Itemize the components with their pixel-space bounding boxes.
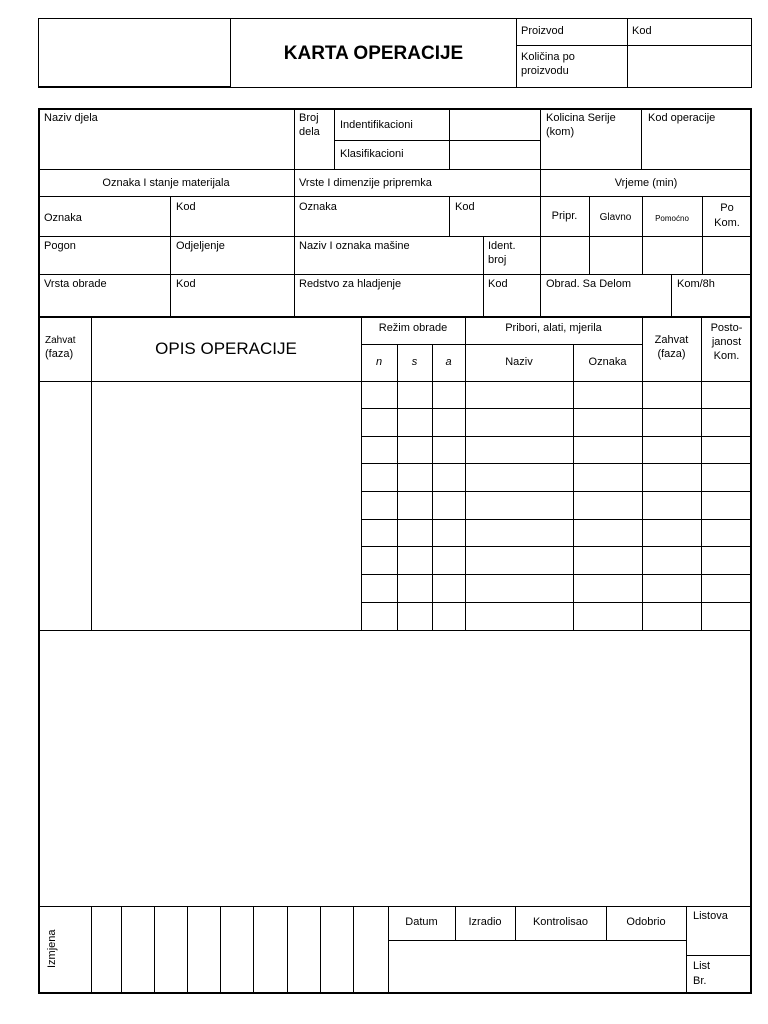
table-row <box>361 519 752 520</box>
col-divider <box>642 196 643 274</box>
col-divider <box>287 906 288 994</box>
part-name-label: Naziv djela <box>44 112 98 124</box>
row-divider <box>38 196 752 197</box>
sheet-number-label-line2: Br. <box>693 975 707 987</box>
coolant-label: Redstvo za hladjenje <box>299 278 402 290</box>
material-label: Oznaka I stanje materijala <box>102 177 230 189</box>
col-divider <box>432 344 433 630</box>
batch-quantity-unit: (kom) <box>546 126 575 138</box>
header-divider <box>627 18 628 88</box>
col-divider <box>449 196 450 236</box>
table-row <box>361 408 752 409</box>
col-divider <box>686 906 687 994</box>
cutting-regime-label: Režim obrade <box>378 322 448 334</box>
batch-quantity-label: Kolicina Serije <box>546 112 616 124</box>
pieces-per-shift-label: Kom/8h <box>677 278 715 290</box>
tool-mark-label: Oznaka <box>588 356 627 368</box>
logo-box-underline <box>38 86 230 88</box>
row-divider <box>334 140 540 141</box>
checked-by-label: Kontrolisao <box>532 916 589 928</box>
step-label-right-line2: (faza) <box>657 348 686 360</box>
material-code-label: Kod <box>176 201 196 213</box>
col-divider <box>334 108 335 169</box>
table-row <box>361 602 752 603</box>
page-title: KARTA OPERACIJE <box>283 43 464 64</box>
date-label: Datum <box>405 916 438 928</box>
machine-id-label-line2: broj <box>488 254 507 266</box>
table-row <box>361 574 752 575</box>
durability-label: Posto- <box>710 322 743 334</box>
row-divider <box>38 630 752 631</box>
col-divider <box>397 344 398 630</box>
time-label: Vrjeme (min) <box>614 177 678 189</box>
classification-label: Klasifikacioni <box>340 148 404 160</box>
col-divider <box>483 236 484 316</box>
machine-label: Naziv I oznaka mašine <box>299 240 410 252</box>
step-label: Zahvat <box>45 335 76 346</box>
durability-label-line2: janost <box>711 336 742 348</box>
feed-s-label: s <box>411 356 418 368</box>
sketch-area[interactable] <box>40 632 750 906</box>
col-divider <box>671 274 672 316</box>
col-divider <box>121 906 122 994</box>
col-divider <box>294 108 295 169</box>
blank-dimensions-label: Vrste I dimenzije pripremka <box>299 177 432 189</box>
plant-label: Pogon <box>44 240 76 252</box>
aux-time-label: Pomoćno <box>655 214 689 223</box>
with-part-label: Obrad. Sa Delom <box>546 278 631 290</box>
row-divider <box>361 344 465 345</box>
col-divider <box>449 108 450 169</box>
table-row <box>361 463 752 464</box>
product-code-label: Kod <box>632 25 652 37</box>
part-number-label: Broj <box>299 112 319 124</box>
step-label-line2: (faza) <box>45 348 74 360</box>
material-mark-label: Oznaka <box>44 212 82 224</box>
col-divider <box>320 906 321 994</box>
row-divider <box>38 381 752 382</box>
machine-id-label: Ident. <box>488 240 516 252</box>
coolant-code-label: Kod <box>488 278 508 290</box>
per-piece-label: Po <box>720 202 734 214</box>
operation-description-header: OPIS OPERACIJE <box>155 339 297 358</box>
table-row <box>361 491 752 492</box>
header-divider <box>516 45 752 46</box>
table-row <box>361 436 752 437</box>
row-divider <box>38 169 752 170</box>
row-divider <box>686 955 752 956</box>
part-number-label-line2: dela <box>299 126 320 138</box>
product-label: Proizvod <box>521 25 564 37</box>
depth-a-label: a <box>445 356 452 368</box>
row-divider <box>38 274 752 275</box>
row-divider <box>388 940 686 941</box>
operation-code-label: Kod operacije <box>648 112 716 124</box>
blank-code-label: Kod <box>455 201 475 213</box>
col-divider <box>187 906 188 994</box>
made-by-label: Izradio <box>468 916 502 928</box>
processing-type-label: Vrsta obrade <box>44 278 107 290</box>
col-divider <box>642 316 643 630</box>
logo-box[interactable] <box>40 20 230 86</box>
table-row <box>361 546 752 547</box>
row-divider <box>38 236 752 237</box>
col-divider <box>91 906 92 994</box>
row-divider <box>465 344 642 345</box>
main-time-label: Glavno <box>599 212 632 223</box>
col-divider <box>170 196 171 316</box>
quantity-label-line2: proizvodu <box>521 65 569 77</box>
col-divider <box>154 906 155 994</box>
identification-label: Indentifikacioni <box>340 119 413 131</box>
tools-label: Pribori, alati, mjerila <box>505 322 602 334</box>
prep-time-label: Pripr. <box>551 210 578 222</box>
step-label-right: Zahvat <box>654 334 689 346</box>
row-divider <box>38 316 752 318</box>
per-piece-label-line2: Kom. <box>714 217 740 229</box>
row-divider <box>38 906 752 907</box>
header-divider <box>516 18 517 88</box>
approved-by-label: Odobrio <box>626 916 666 928</box>
col-divider <box>701 316 702 630</box>
department-label: Odjeljenje <box>176 240 225 252</box>
col-divider <box>589 196 590 274</box>
sheet-number-label: List <box>693 960 711 972</box>
col-divider <box>294 169 295 316</box>
col-divider <box>220 906 221 994</box>
col-divider <box>353 906 354 994</box>
blank-mark-label: Oznaka <box>299 201 337 213</box>
revision-label: Izmjena <box>46 929 58 968</box>
col-divider <box>253 906 254 994</box>
col-divider <box>573 344 574 630</box>
col-divider <box>91 316 92 630</box>
durability-label-line3: Kom. <box>713 350 740 362</box>
col-divider <box>641 108 642 169</box>
speed-n-label: n <box>375 356 383 368</box>
sheets-label: Listova <box>693 910 728 922</box>
col-divider <box>540 108 541 169</box>
tool-name-label: Naziv <box>505 356 533 368</box>
processing-code-label: Kod <box>176 278 196 290</box>
quantity-label: Količina po <box>521 51 575 63</box>
